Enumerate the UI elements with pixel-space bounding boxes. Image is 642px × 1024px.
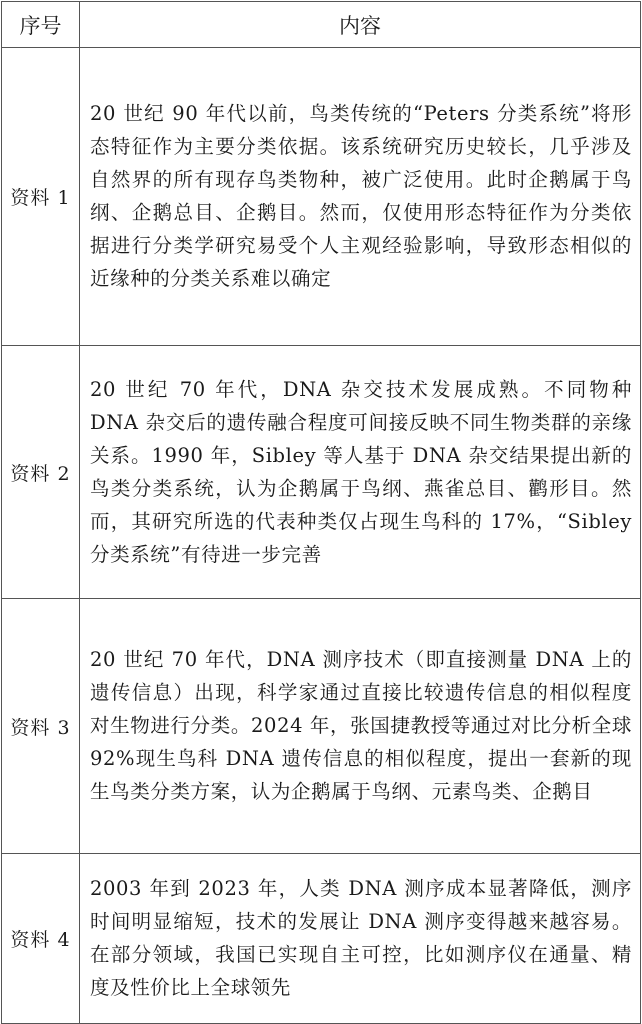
row-index: 资料 1 xyxy=(2,48,80,346)
materials-table xyxy=(1,1,641,1024)
table-row xyxy=(2,854,641,1024)
table-row xyxy=(2,599,641,854)
row-index: 资料 2 xyxy=(2,346,80,599)
header-index: 序号 xyxy=(2,2,80,48)
row-index: 资料 3 xyxy=(2,599,80,854)
row-content: 20 世纪 70 年代，DNA 杂交技术发展成熟。不同物种 DNA 杂交后的遗传融合程度可间接反映不同生物类群的亲缘关系。1990 年，Sibley 等人基于 DNA 杂交结果提出新的鸟类分类系统，认为企鹅属于鸟纲、燕雀总目、鹳形目。然而，其研究所选的代表种类仅占现生鸟科的 17%，“Sibley 分类系统”有待进一步完善 xyxy=(80,346,641,599)
header-content: 内容 xyxy=(80,2,641,48)
row-content: 2003 年到 2023 年，人类 DNA 测序成本显著降低，测序时间明显缩短，技术的发展让 DNA 测序变得越来越容易。在部分领域，我国已实现自主可控，比如测序仪在通量、精度及性价比上全球领先 xyxy=(80,854,641,1024)
table-row xyxy=(2,346,641,599)
row-index: 资料 4 xyxy=(2,854,80,1024)
header-row xyxy=(2,2,641,48)
row-content: 20 世纪 70 年代，DNA 测序技术（即直接测量 DNA 上的遗传信息）出现，科学家通过直接比较遗传信息的相似程度对生物进行分类。2024 年，张国捷教授等通过对比分析全球 92%现生鸟科 DNA 遗传信息的相似程度，提出一套新的现生鸟类分类方案，认为企鹅属于鸟纲、元素鸟类、企鹅目 xyxy=(80,599,641,854)
row-content: 20 世纪 90 年代以前，鸟类传统的“Peters 分类系统”将形态特征作为主要分类依据。该系统研究历史较长，几乎涉及自然界的所有现存鸟类物种，被广泛使用。此时企鹅属于鸟纲、企鹅总目、企鹅目。然而，仅使用形态特征作为分类依据进行分类学研究易受个人主观经验影响，导致形态相似的近缘种的分类关系难以确定 xyxy=(80,48,641,346)
table-row xyxy=(2,48,641,346)
